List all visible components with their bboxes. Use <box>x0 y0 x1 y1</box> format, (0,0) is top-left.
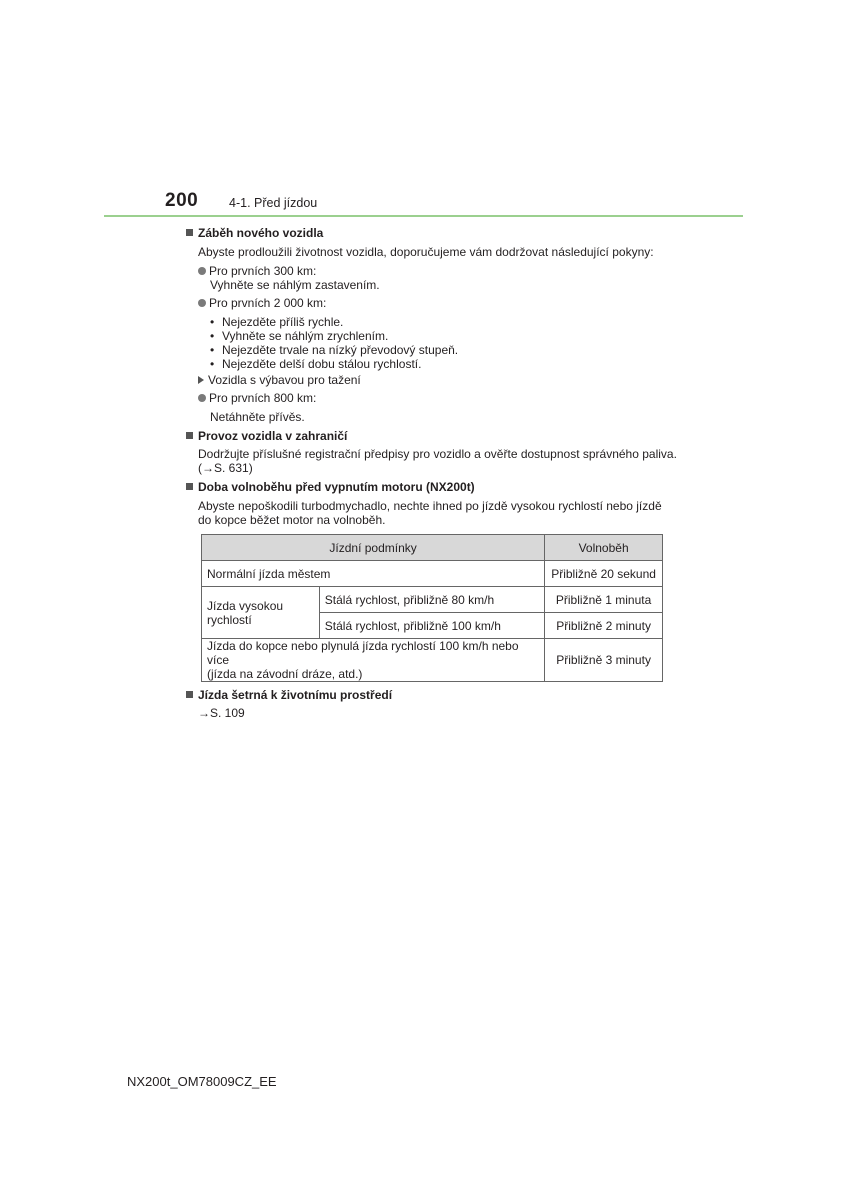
square-bullet-icon <box>186 229 193 236</box>
square-bullet-icon <box>186 432 193 439</box>
abroad-reference: (→S. 631) <box>198 461 253 475</box>
table-cell: Stálá rychlost, přibližně 100 km/h <box>319 613 544 639</box>
table-cell: Normální jízda městem <box>202 561 545 587</box>
square-bullet-icon <box>186 483 193 490</box>
triangle-bullet-icon <box>198 376 204 384</box>
footer-code: NX200t_OM78009CZ_EE <box>127 1074 277 1089</box>
idle-text-line1: Abyste nepoškodili turbodmychadlo, nechte ihned po jízdě vysokou rychlostí nebo jízdě <box>198 499 662 513</box>
table-header-row <box>202 535 663 561</box>
list-item: • Nejezděte příliš rychle. <box>210 315 344 329</box>
table-cell: Jízda vysokou rychlostí <box>202 587 320 639</box>
circle-bullet-icon <box>198 267 206 275</box>
list-item: • Vyhněte se náhlým zrychlením. <box>210 329 389 343</box>
table-cell: Jízda do kopce nebo plynulá jízda rychlostí 100 km/h nebo více (jízda na závodní dráze, atd.) <box>202 639 545 682</box>
column-header-conditions: Jízdní podmínky <box>202 535 545 561</box>
header-rule <box>104 215 743 217</box>
square-bullet-icon <box>186 691 193 698</box>
km800-title: Pro prvních 800 km: <box>198 391 316 405</box>
km300-text: Vyhněte se náhlým zastavením. <box>210 278 380 292</box>
break-in-heading: Záběh nového vozidla <box>186 226 323 240</box>
table-row <box>202 561 663 587</box>
idle-heading: Doba volnoběhu před vypnutím motoru (NX200t) <box>186 480 475 494</box>
circle-bullet-icon <box>198 394 206 402</box>
list-item: • Nejezděte delší dobu stálou rychlostí. <box>210 357 422 371</box>
table-cell: Přibližně 2 minuty <box>545 613 663 639</box>
list-item: • Nejezděte trvale na nízký převodový stupeň. <box>210 343 459 357</box>
idle-time-table <box>201 534 663 682</box>
break-in-intro: Abyste prodloužili životnost vozidla, doporučujeme vám dodržovat následující pokyny: <box>198 245 654 259</box>
table-cell: Stálá rychlost, přibližně 80 km/h <box>319 587 544 613</box>
circle-bullet-icon <box>198 299 206 307</box>
eco-reference: →S. 109 <box>198 706 245 720</box>
section-title: 4-1. Před jízdou <box>229 196 318 210</box>
eco-heading: Jízda šetrná k životnímu prostředí <box>186 688 392 702</box>
km800-text: Netáhněte přívěs. <box>210 410 305 424</box>
km2000-title: Pro prvních 2 000 km: <box>198 296 326 310</box>
abroad-text-line1: Dodržujte příslušné registrační předpisy pro vozidlo a ověřte dostupnost správného paliva. <box>198 447 677 461</box>
abroad-heading: Provoz vozidla v zahraničí <box>186 429 347 443</box>
column-header-idle: Volnoběh <box>545 535 663 561</box>
idle-text-line2: do kopce běžet motor na volnoběh. <box>198 513 386 527</box>
page-number: 200 <box>165 190 199 211</box>
km300-title: Pro prvních 300 km: <box>198 264 316 278</box>
table-cell: Přibližně 3 minuty <box>545 639 663 682</box>
towing-title: Vozidla s výbavou pro tažení <box>198 373 361 387</box>
table-row <box>202 639 663 682</box>
table-cell: Přibližně 1 minuta <box>545 587 663 613</box>
table-row <box>202 587 663 613</box>
table-cell: Přibližně 20 sekund <box>545 561 663 587</box>
